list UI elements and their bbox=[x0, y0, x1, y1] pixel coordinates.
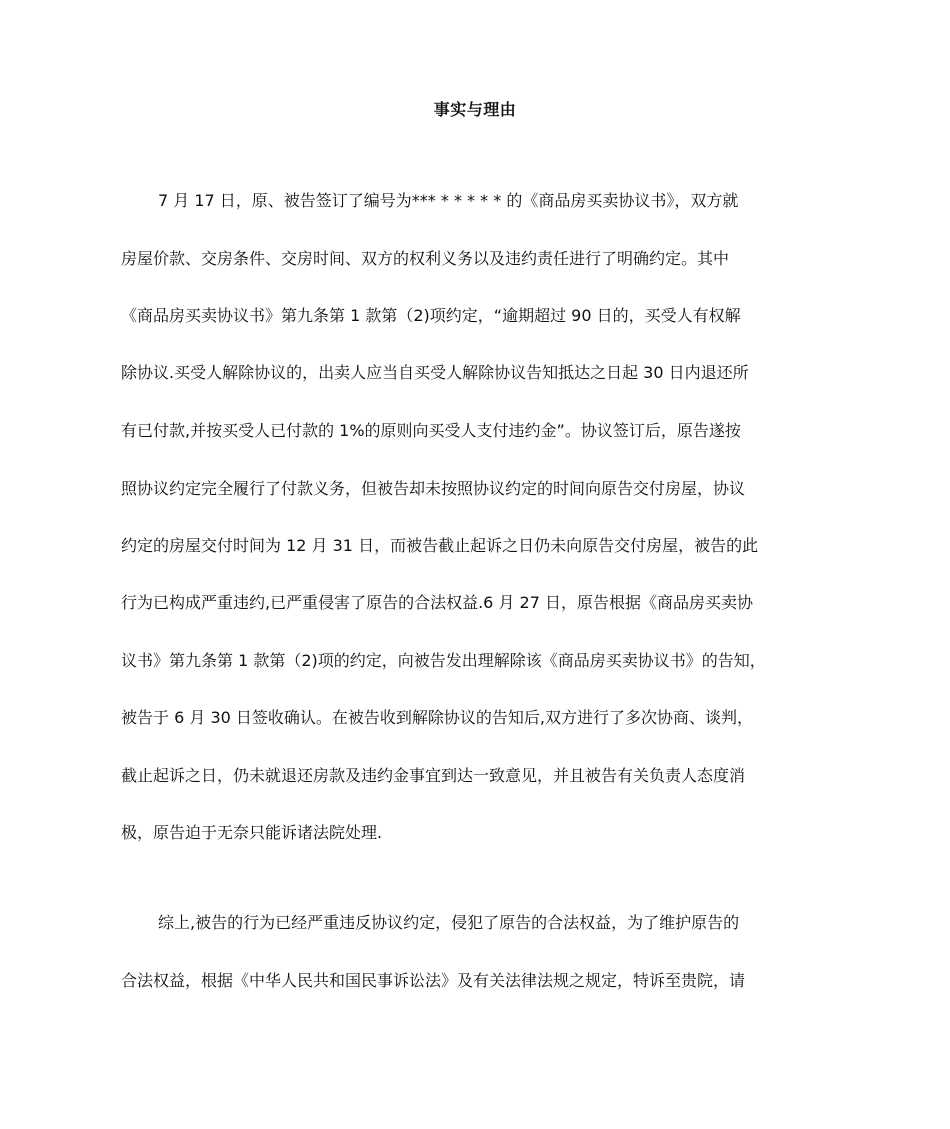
paragraph-1-line-6: 照协议约定完全履行了付款义务，但被告却未按照协议约定的时间向原告交付房屋，协议 bbox=[121, 479, 746, 498]
paragraph-1-line-8: 行为已构成严重违约,已严重侵害了原告的合法权益.6 月 27 日，原告根据《商品房买卖协 bbox=[121, 593, 753, 612]
paragraph-1-line-1: 7 月 17 日，原、被告签订了编号为*** * * * * * 的《商品房买卖协议书》，双方就 bbox=[158, 191, 739, 210]
paragraph-1-line-7: 约定的房屋交付时间为 12 月 31 日，而被告截止起诉之日仍未向原告交付房屋，被告的此 bbox=[121, 536, 759, 555]
paragraph-1-line-10: 被告于 6 月 30 日签收确认。在被告收到解除协议的告知后,双方进行了多次协商、谈判， bbox=[121, 708, 753, 727]
paragraph-2-line-1: 综上,被告的行为已经严重违反协议约定，侵犯了原告的合法权益，为了维护原告的 bbox=[158, 913, 740, 932]
paragraph-1-line-3: 《商品房买卖协议书》第九条第 1 款第（2)项约定，“逾期超过 90 日的，买受人有权解 bbox=[121, 306, 741, 325]
paragraph-2-line-2: 合法权益，根据《中华人民共和国民事诉讼法》及有关法律法规之规定，特诉至贵院，请 bbox=[121, 971, 746, 990]
paragraph-1-line-12: 极，原告迫于无奈只能诉诸法院处理. bbox=[121, 823, 383, 842]
paragraph-1-line-11: 截止起诉之日，仍未就退还房款及违约金事宜到达一致意见，并且被告有关负责人态度消 bbox=[121, 766, 746, 785]
paragraph-1-line-4: 除协议.买受人解除协议的，出卖人应当自买受人解除协议告知抵达之日起 30 日内退还所 bbox=[121, 363, 749, 382]
paragraph-1-line-9: 议书》第九条第 1 款第（2)项的约定，向被告发出理解除该《商品房买卖协议书》的告知， bbox=[121, 651, 766, 670]
page-title: 事实与理由 bbox=[433, 100, 517, 119]
paragraph-1-line-2: 房屋价款、交房条件、交房时间、双方的权利义务以及违约责任进行了明确约定。其中 bbox=[121, 249, 730, 268]
paragraph-1-line-5: 有已付款,并按买受人已付款的 1%的原则向买受人支付违约金”。协议签订后，原告遂按 bbox=[121, 421, 741, 440]
